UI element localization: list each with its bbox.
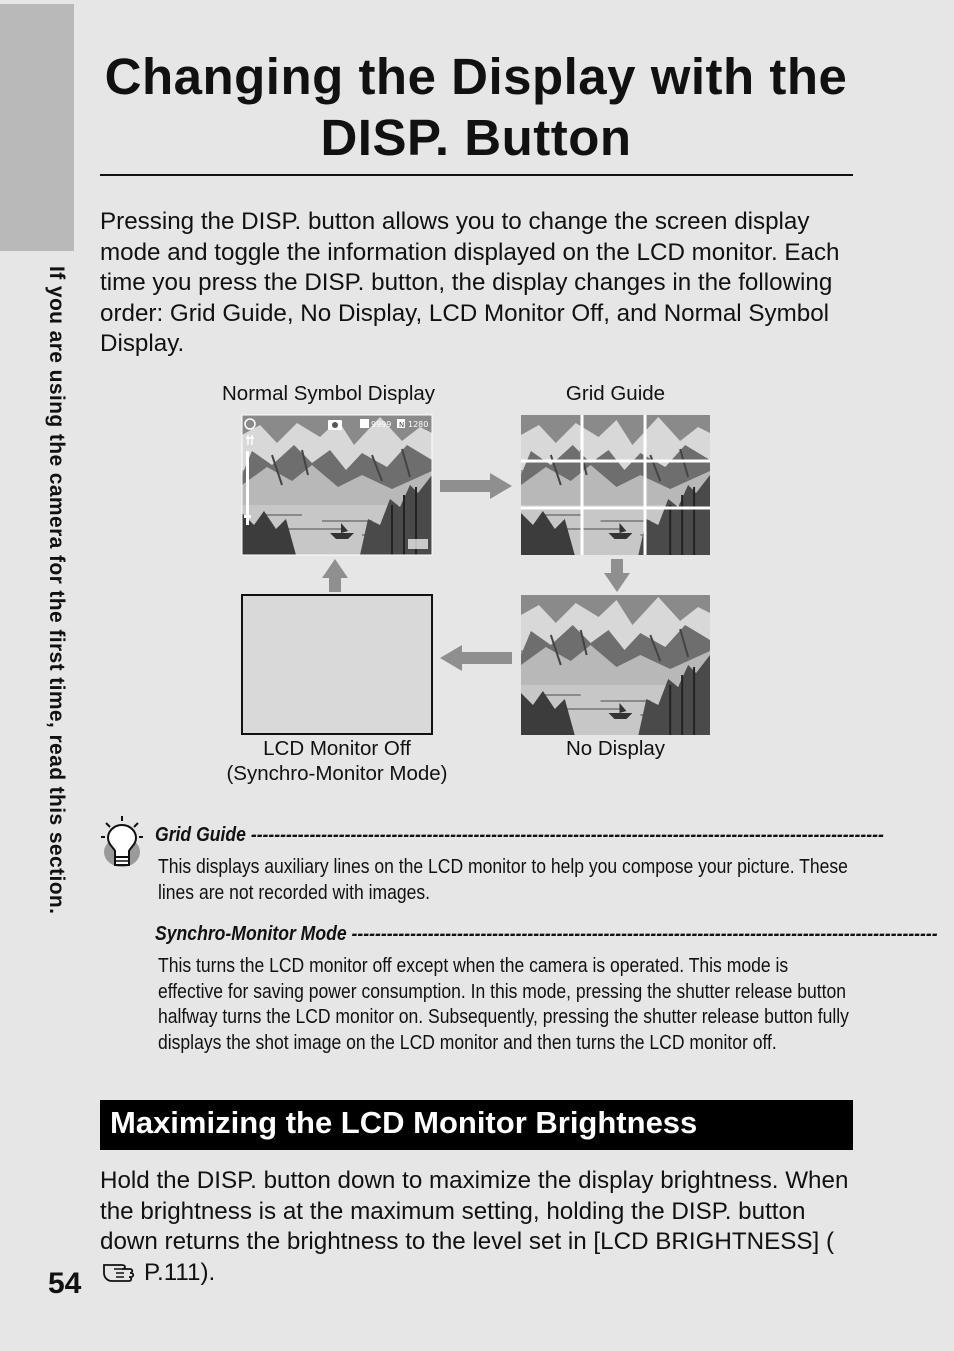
title-divider bbox=[100, 174, 853, 176]
caption-line-2: (Synchro-Monitor Mode) bbox=[226, 762, 448, 785]
caption-normal-symbol-display: Normal Symbol Display bbox=[222, 382, 436, 405]
grid-lines bbox=[521, 415, 710, 555]
macro-icon bbox=[246, 435, 254, 445]
arrow-down-icon bbox=[604, 559, 630, 592]
section-heading: Maximizing the LCD Monitor Brightness bbox=[100, 1100, 853, 1150]
paragraph-text: Hold the DISP. button down to maximize the display brightness. When the brightness is at the maximum setting, holding the DISP. button down returns the brightness to the level set in [LCD BRIGHTNESS] ( bbox=[100, 1167, 849, 1255]
paragraph-text-end: ). bbox=[200, 1258, 216, 1286]
note-body-grid-guide: This displays auxiliary lines on the LCD monitor to help you compose your picture. These lines are not recorded with images. bbox=[158, 856, 848, 904]
image-size: 1280 bbox=[408, 420, 429, 429]
screen-symbols-overlay bbox=[242, 415, 432, 555]
arrow-up-icon bbox=[322, 559, 348, 592]
note-heading-synchro-monitor: Synchro-Monitor Mode ---------------------------------------------------------------------------------------------------- bbox=[155, 923, 938, 945]
hint-lightbulb-icon bbox=[100, 815, 146, 871]
intro-paragraph: Pressing the DISP. button allows you to change the screen display mode and toggle the information displayed on the LCD monitor. Each time you press the DISP. button, the display changes in the following order: Grid Guide, No Display, LCD Monitor Off, and Normal Symbol Display. bbox=[100, 208, 840, 357]
flash-icon bbox=[245, 419, 255, 429]
arrow-left-icon bbox=[440, 645, 512, 671]
quality-icon bbox=[360, 419, 369, 428]
caption-lcd-monitor-off bbox=[212, 736, 462, 786]
sidebar-caption: If you are using the camera for the first time, read this section. bbox=[45, 266, 68, 915]
lcd-monitor-off-screen bbox=[241, 594, 433, 735]
battery-icon bbox=[408, 539, 428, 549]
page-number: 54 bbox=[48, 1267, 82, 1300]
landscape-image bbox=[521, 595, 710, 735]
caption-grid-guide: Grid Guide bbox=[565, 382, 666, 405]
page-reference-link[interactable]: P.111 bbox=[144, 1258, 201, 1286]
zoom-bar bbox=[246, 451, 249, 525]
note-heading-grid-guide: Grid Guide ------------------------------------------------------------------------------------------------------------ bbox=[155, 824, 884, 846]
picture-mode: N bbox=[399, 421, 405, 429]
brightness-paragraph bbox=[100, 1166, 860, 1288]
caption-line-1: LCD Monitor Off bbox=[263, 737, 411, 760]
note-title: Synchro-Monitor Mode bbox=[155, 923, 347, 945]
caption-no-display: No Display bbox=[565, 737, 666, 760]
page-title: Changing the Display with the DISP. Button bbox=[104, 48, 848, 166]
arrow-right-icon bbox=[440, 473, 512, 499]
hand-pointer-icon bbox=[102, 1259, 142, 1283]
normal-symbol-display-screen bbox=[242, 415, 432, 555]
note-title: Grid Guide bbox=[155, 824, 246, 846]
grid-guide-screen bbox=[521, 415, 710, 555]
note-body-synchro-monitor: This turns the LCD monitor off except when the camera is operated. This mode is effective for saving power consumption. In this mode, pressing the shutter release button halfway turns the LCD monitor on. Subsequently, pressing the shutter release button fully displays the shot image on the LCD monitor and then turns the LCD monitor off. bbox=[158, 955, 849, 1054]
shot-count: 9999 bbox=[371, 420, 392, 429]
no-display-screen bbox=[521, 595, 710, 735]
section-tab bbox=[0, 4, 74, 251]
